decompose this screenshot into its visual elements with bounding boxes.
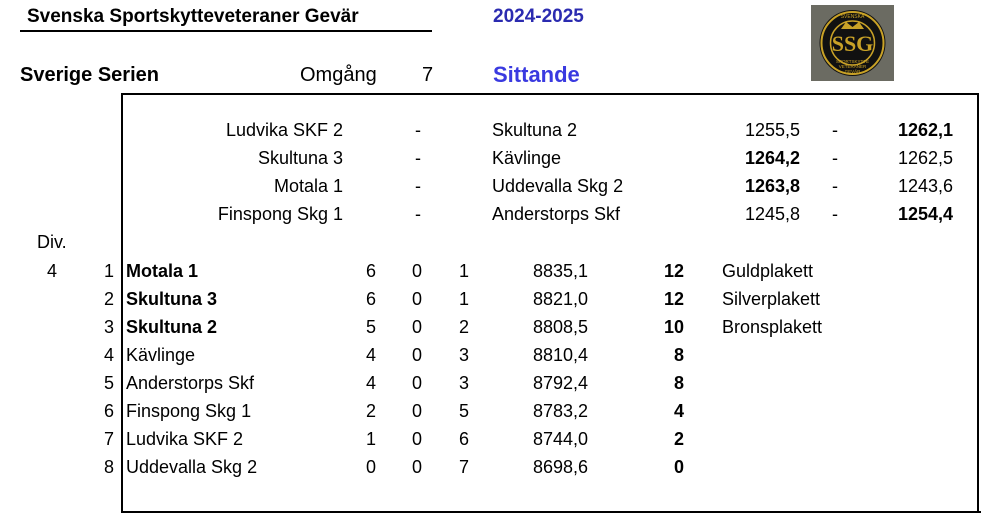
match-separator: - — [415, 148, 421, 168]
standing-draws: 0 — [412, 401, 423, 421]
standing-wins: 0 — [366, 457, 377, 477]
standing-wins: 6 — [366, 261, 377, 281]
standing-losses: 1 — [459, 261, 470, 281]
match-score-dash: - — [832, 176, 838, 196]
match-away-score: 1262,1 — [897, 120, 953, 140]
match-home-score: 1263,8 — [744, 176, 800, 196]
standing-points: 0 — [673, 457, 684, 477]
standing-losses: 6 — [459, 429, 470, 449]
standing-team: Kävlinge — [126, 345, 196, 365]
match-separator: - — [415, 120, 421, 140]
standing-losses: 1 — [459, 289, 470, 309]
svg-text:GEVÄR: GEVÄR — [844, 69, 861, 74]
round-label: Omgång — [300, 64, 377, 86]
standing-draws: 0 — [412, 289, 423, 309]
standing-team: Anderstorps Skf — [126, 373, 255, 393]
standing-rank: 4 — [103, 345, 114, 365]
standing-total: 8744,0 — [532, 429, 588, 449]
match-away-score: 1262,5 — [897, 148, 953, 168]
standing-team: Ludvika SKF 2 — [126, 429, 244, 449]
svg-text:VETERANER: VETERANER — [838, 64, 867, 69]
standing-points: 10 — [663, 317, 684, 337]
match-home-team: Skultuna 3 — [257, 148, 343, 168]
season-label: 2024-2025 — [493, 6, 584, 27]
standing-wins: 6 — [366, 289, 377, 309]
match-away-team: Kävlinge — [492, 148, 562, 168]
division-number: 4 — [47, 261, 58, 281]
match-home-score: 1245,8 — [744, 204, 800, 224]
standing-wins: 4 — [366, 373, 377, 393]
standing-rank: 3 — [103, 317, 114, 337]
match-home-team: Finspong Skg 1 — [217, 204, 343, 224]
standing-draws: 0 — [412, 317, 423, 337]
match-away-team: Uddevalla Skg 2 — [492, 176, 624, 196]
standing-award: Bronsplakett — [722, 317, 823, 337]
standing-rank: 8 — [103, 457, 114, 477]
standing-team: Motala 1 — [126, 261, 199, 281]
standing-rank: 6 — [103, 401, 114, 421]
standing-rank: 2 — [103, 289, 114, 309]
match-separator: - — [415, 204, 421, 224]
standing-points: 12 — [663, 261, 684, 281]
standing-rank: 5 — [103, 373, 114, 393]
standing-total: 8783,2 — [532, 401, 588, 421]
division-label: Div. — [37, 232, 67, 252]
match-separator: - — [415, 176, 421, 196]
standing-losses: 7 — [459, 457, 470, 477]
standing-total: 8810,4 — [532, 345, 588, 365]
standing-rank: 7 — [103, 429, 114, 449]
match-score-dash: - — [832, 204, 838, 224]
match-away-score: 1254,4 — [897, 204, 953, 224]
standing-points: 12 — [663, 289, 684, 309]
match-score-dash: - — [832, 120, 838, 140]
standing-total: 8698,6 — [532, 457, 588, 477]
mode-label: Sittande — [493, 62, 580, 87]
standing-total: 8835,1 — [532, 261, 588, 281]
standing-losses: 3 — [459, 373, 470, 393]
standing-losses: 3 — [459, 345, 470, 365]
match-score-dash: - — [832, 148, 838, 168]
standing-total: 8792,4 — [532, 373, 588, 393]
match-away-score: 1243,6 — [897, 176, 953, 196]
standing-team: Skultuna 2 — [126, 317, 218, 337]
frame-bottom-rule — [121, 511, 981, 513]
match-home-team: Motala 1 — [273, 176, 343, 196]
standing-points: 8 — [673, 373, 684, 393]
standing-rank: 1 — [103, 261, 114, 281]
serie-label: Sverige Serien — [20, 64, 159, 86]
standing-draws: 0 — [412, 261, 423, 281]
standing-draws: 0 — [412, 373, 423, 393]
standing-team: Finspong Skg 1 — [126, 401, 252, 421]
svg-text:SPORTSKYTTE: SPORTSKYTTE — [836, 59, 869, 64]
standing-draws: 0 — [412, 429, 423, 449]
standing-points: 4 — [673, 401, 684, 421]
standing-wins: 4 — [366, 345, 377, 365]
match-away-team: Anderstorps Skf — [492, 204, 621, 224]
standing-wins: 5 — [366, 317, 377, 337]
standing-points: 2 — [673, 429, 684, 449]
association-logo — [811, 5, 894, 81]
standing-draws: 0 — [412, 345, 423, 365]
svg-text:SVENSKA: SVENSKA — [840, 14, 865, 20]
standing-award: Silverplakett — [722, 289, 821, 309]
standing-total: 8821,0 — [532, 289, 588, 309]
standing-losses: 5 — [459, 401, 470, 421]
standing-team: Skultuna 3 — [126, 289, 218, 309]
svg-text:SSG: SSG — [831, 31, 874, 56]
title-underline — [20, 30, 432, 32]
standing-award: Guldplakett — [722, 261, 814, 281]
document-title: Svenska Sportskytteveteraner Gevär — [27, 6, 359, 27]
match-home-team: Ludvika SKF 2 — [225, 120, 343, 140]
standing-total: 8808,5 — [532, 317, 588, 337]
round-number: 7 — [422, 64, 434, 86]
match-away-team: Skultuna 2 — [492, 120, 578, 140]
standing-team: Uddevalla Skg 2 — [126, 457, 258, 477]
standing-losses: 2 — [459, 317, 470, 337]
standing-points: 8 — [673, 345, 684, 365]
standing-wins: 1 — [366, 429, 377, 449]
match-home-score: 1255,5 — [744, 120, 800, 140]
match-home-score: 1264,2 — [744, 148, 800, 168]
standing-wins: 2 — [366, 401, 377, 421]
standing-draws: 0 — [412, 457, 423, 477]
